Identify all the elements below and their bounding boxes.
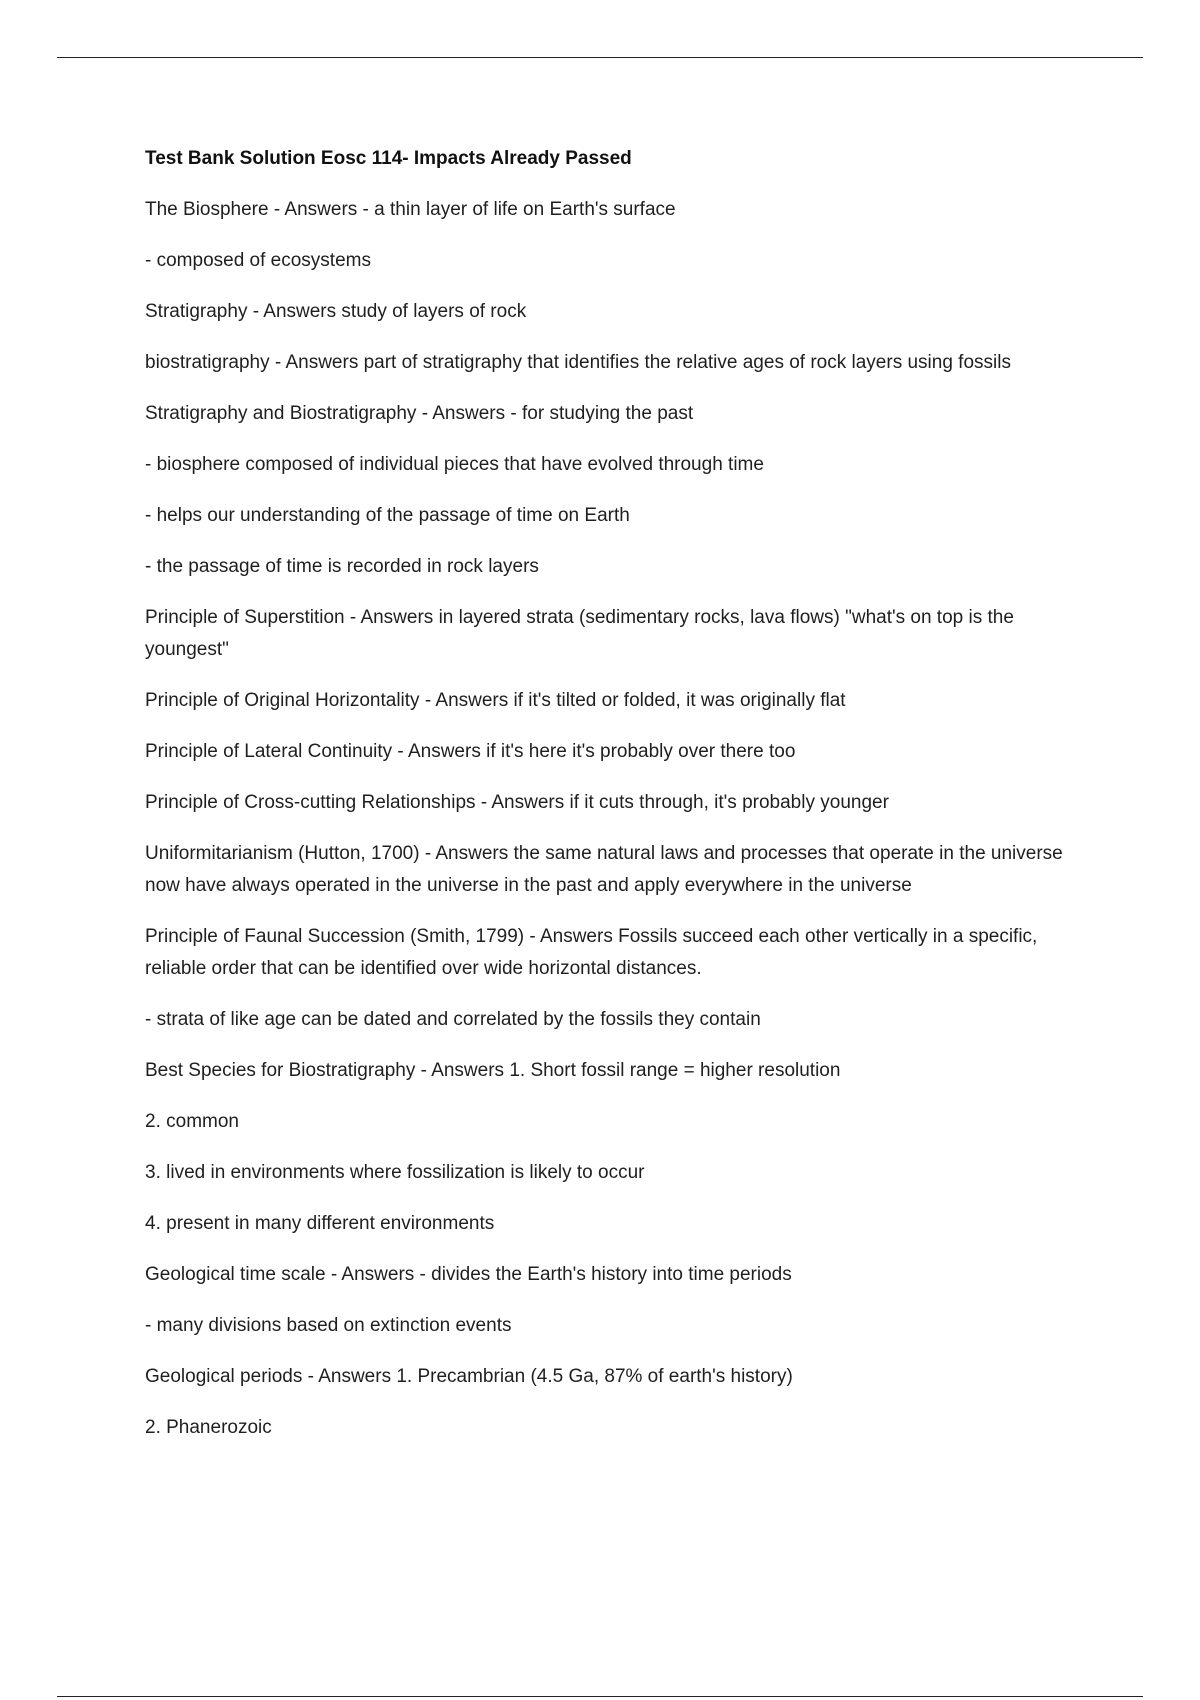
paragraph: 3. lived in environments where fossilization is likely to occur bbox=[145, 1162, 645, 1183]
document-body bbox=[145, 143, 1085, 1463]
paragraph: Principle of Lateral Continuity - Answers if it's here it's probably over there too bbox=[145, 741, 796, 762]
paragraph: Principle of Cross-cutting Relationships - Answers if it cuts through, it's probably younger bbox=[145, 792, 889, 813]
paragraph: 2. Phanerozoic bbox=[145, 1417, 272, 1438]
paragraph: - many divisions based on extinction events bbox=[145, 1315, 512, 1336]
paragraph: Principle of Faunal Succession (Smith, 1799) - Answers Fossils succeed each other vertically in a specific, reliable order that can be identified over wide horizontal distances. bbox=[145, 926, 1038, 979]
header-rule bbox=[57, 57, 1143, 58]
paragraph: Principle of Original Horizontality - Answers if it's tilted or folded, it was originally flat bbox=[145, 690, 846, 711]
paragraph: - helps our understanding of the passage of time on Earth bbox=[145, 505, 630, 526]
footer-rule bbox=[57, 1696, 1143, 1697]
paragraph: 4. present in many different environments bbox=[145, 1213, 495, 1234]
paragraph: Principle of Superstition - Answers in layered strata (sedimentary rocks, lava flows) "what's on top is the youngest" bbox=[145, 607, 1014, 660]
paragraph: Stratigraphy and Biostratigraphy - Answers - for studying the past bbox=[145, 403, 694, 424]
paragraph: - biosphere composed of individual pieces that have evolved through time bbox=[145, 454, 764, 475]
paragraph: 2. common bbox=[145, 1111, 239, 1132]
paragraph: Geological time scale - Answers - divides the Earth's history into time periods bbox=[145, 1264, 792, 1285]
document-title: Test Bank Solution Eosc 114- Impacts Already Passed bbox=[145, 148, 632, 169]
paragraph: - composed of ecosystems bbox=[145, 250, 371, 271]
paragraph: - strata of like age can be dated and correlated by the fossils they contain bbox=[145, 1009, 761, 1030]
paragraph: Geological periods - Answers 1. Precambrian (4.5 Ga, 87% of earth's history) bbox=[145, 1366, 793, 1387]
paragraph: - the passage of time is recorded in rock layers bbox=[145, 556, 539, 577]
paragraph: biostratigraphy - Answers part of stratigraphy that identifies the relative ages of rock layers using fossils bbox=[145, 352, 1011, 373]
paragraph: Best Species for Biostratigraphy - Answers 1. Short fossil range = higher resolution bbox=[145, 1060, 841, 1081]
paragraph: The Biosphere - Answers - a thin layer of life on Earth's surface bbox=[145, 199, 676, 220]
paragraph: Stratigraphy - Answers study of layers of rock bbox=[145, 301, 527, 322]
paragraph: Uniformitarianism (Hutton, 1700) - Answers the same natural laws and processes that operate in the universe now have always operated in the universe in the past and apply everywhere in the universe bbox=[145, 843, 1063, 896]
